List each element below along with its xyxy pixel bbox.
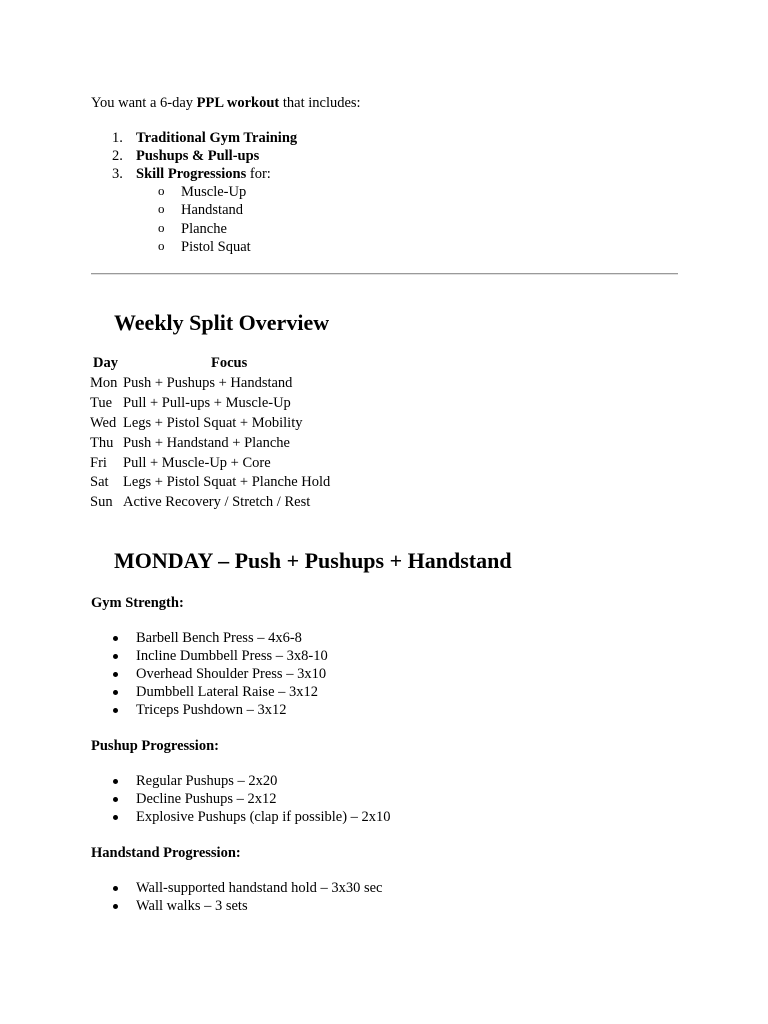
list-item [91,879,383,897]
horizontal-rule [91,273,678,275]
table-row [88,473,332,493]
list-item [91,808,391,826]
day-cell: Tue [90,394,113,411]
gym-strength-list [91,629,328,719]
list-item [91,683,328,701]
skill-item [136,238,297,256]
skill-marker: o [158,237,165,253]
list-item [91,772,391,790]
gym-strength-label: Gym Strength: [91,595,184,611]
includes-number: 2. [112,148,123,164]
table-row [88,414,332,434]
list-item [91,790,391,808]
skill-marker: o [158,201,165,217]
table-row [88,374,332,394]
table-row [88,454,332,474]
exercise-label: Overhead Shoulder Press – 3x10 [136,666,327,682]
skill-item [136,183,297,201]
includes-bold: Pushups & Pull-ups [136,148,260,164]
table-header-row [88,354,332,374]
exercise-label: Regular Pushups – 2x20 [136,773,278,789]
includes-item [91,147,297,165]
includes-list [91,129,297,256]
table-row [88,434,332,454]
skill-marker: o [158,219,165,235]
list-item [91,897,383,915]
list-item [91,629,328,647]
bullet-icon [113,779,118,784]
day-cell: Thu [90,434,114,451]
skill-item [136,220,297,238]
focus-cell: Push + Pushups + Handstand [123,374,293,391]
table-row [88,493,332,513]
focus-cell: Active Recovery / Stretch / Rest [123,494,311,511]
day-cell: Sun [90,494,113,511]
includes-bold: Traditional Gym Training [136,130,298,146]
day-column-header: Day [93,355,118,371]
focus-column-header: Focus [211,355,248,371]
day-cell: Fri [90,454,107,471]
weekly-split-heading: Weekly Split Overview [114,310,330,335]
focus-cell: Pull + Pull-ups + Muscle-Up [123,394,291,411]
pushup-progression-list [91,772,391,826]
list-item [91,647,328,665]
skill-label: Planche [181,220,227,237]
day-cell: Wed [90,414,117,431]
exercise-label: Explosive Pushups (clap if possible) – 2x10 [136,809,391,825]
skill-marker: o [158,183,165,198]
includes-rest: for: [246,166,271,182]
list-item [91,701,328,719]
intro-prefix: You want a 6-day [91,95,197,111]
exercise-label: Wall walks – 3 sets [136,898,248,914]
exercise-label: Wall-supported handstand hold – 3x30 sec [136,880,383,896]
bullet-icon [113,904,118,909]
intro-bold: PPL workout [196,95,280,111]
bullet-icon [113,654,118,659]
bullet-icon [113,708,118,713]
monday-heading: MONDAY – Push + Pushups + Handstand [114,548,512,573]
pushup-progression-label: Pushup Progression: [91,738,219,754]
skill-label: Handstand [181,202,244,219]
table-row [88,394,332,414]
includes-bold: Skill Progressions [136,166,247,182]
skill-label: Muscle-Up [181,184,247,200]
bullet-icon [113,886,118,891]
exercise-label: Dumbbell Lateral Raise – 3x12 [136,684,319,700]
skill-item [136,201,297,219]
skills-list [136,183,297,256]
bullet-icon [113,797,118,802]
bullet-icon [113,690,118,695]
day-cell: Mon [90,374,118,391]
exercise-label: Barbell Bench Press – 4x6-8 [136,630,302,646]
bullet-icon [113,636,118,641]
includes-item [91,129,297,147]
handstand-progression-label: Handstand Progression: [91,845,241,861]
focus-cell: Legs + Pistol Squat + Mobility [123,414,303,431]
exercise-label: Triceps Pushdown – 3x12 [136,702,287,718]
exercise-label: Incline Dumbbell Press – 3x8-10 [136,648,328,664]
intro-paragraph [91,94,361,112]
focus-cell: Pull + Muscle-Up + Core [123,454,271,471]
focus-cell: Push + Handstand + Planche [123,434,290,451]
includes-number: 1. [112,130,123,146]
list-item [91,665,328,683]
bullet-icon [113,672,118,677]
exercise-label: Decline Pushups – 2x12 [136,791,277,807]
intro-suffix: that includes: [279,95,361,111]
bullet-icon [113,815,118,820]
includes-item [91,165,297,256]
focus-cell: Legs + Pistol Squat + Planche Hold [123,474,331,491]
handstand-progression-list [91,879,383,915]
weekly-split-table [88,354,332,513]
includes-number: 3. [112,166,123,182]
day-cell: Sat [90,474,109,491]
skill-label: Pistol Squat [181,238,251,255]
